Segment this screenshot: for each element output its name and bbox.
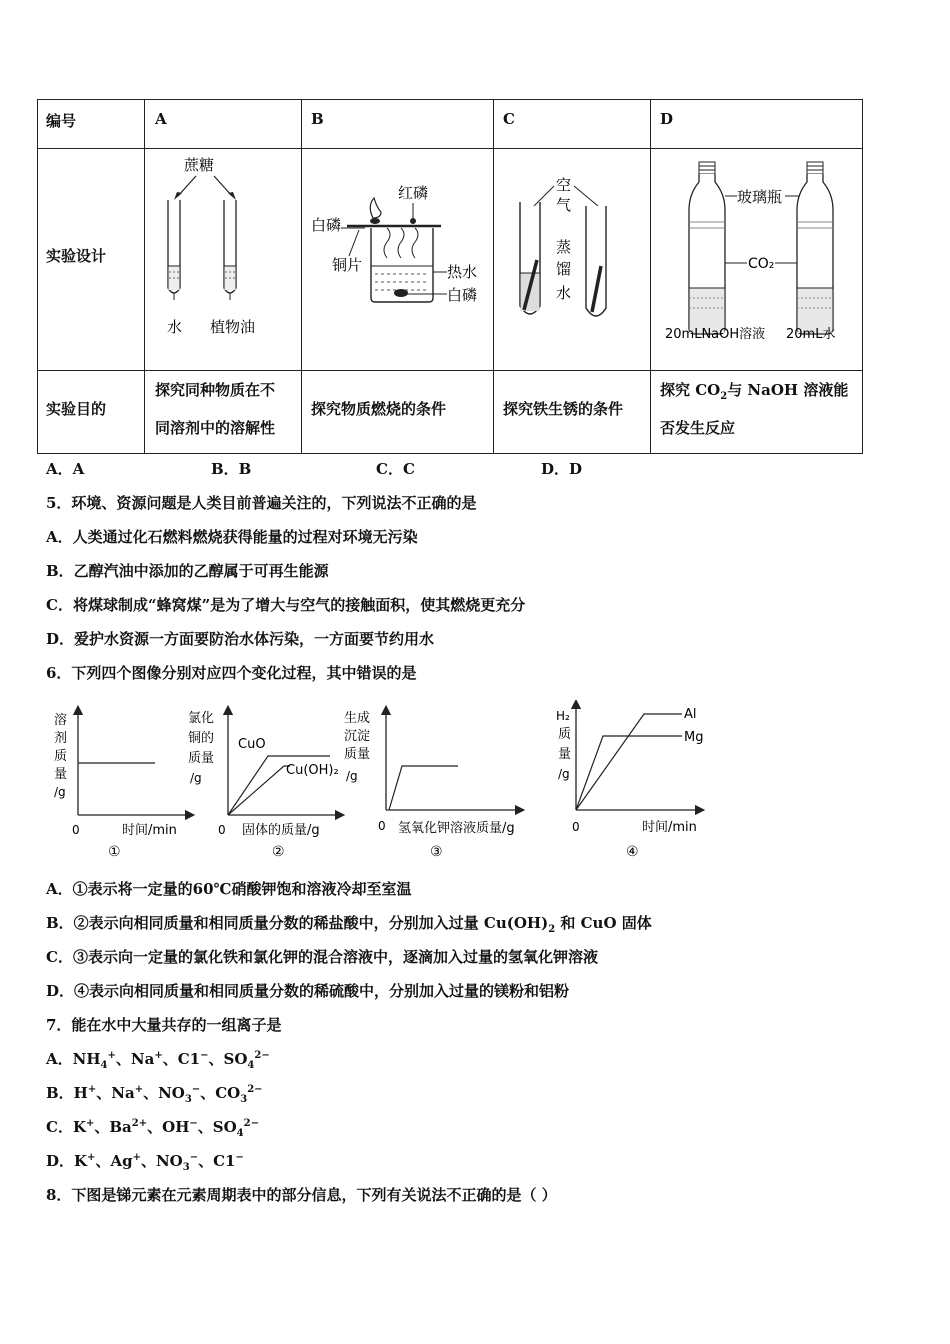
iron-nail — [592, 266, 601, 312]
goal-a-line2: 同溶剂中的溶解性 — [155, 419, 276, 437]
g3-xlabel: 氢氧化钾溶液质量/g — [398, 821, 515, 836]
q7-option-c[interactable]: C．K+、$Ba^{2+}$、OH−、$SO_4^{2-}$ — [46, 1118, 259, 1139]
label-distilled-1: 蒸 — [556, 238, 572, 256]
beaker — [371, 228, 433, 302]
g4-legend-mg: Mg — [684, 730, 704, 745]
g2-xlabel: 固体的质量/g — [242, 823, 320, 838]
goal-b: 探究物质燃烧的条件 — [311, 400, 447, 418]
g3-ylabel-1: 生成 — [344, 711, 371, 726]
q6-option-a[interactable]: A．①表示将一定量的60℃硝酸钾饱和溶液冷却至室温 — [46, 880, 412, 898]
g2-legend-cuo: CuO — [238, 737, 266, 752]
g1-ylabel-4: 量 — [54, 767, 68, 782]
figure-d-bottles — [651, 148, 863, 368]
q7-stem: 7．能在水中大量共存的一组离子是 — [46, 1016, 282, 1034]
g2-series-cuoh2 — [228, 766, 290, 815]
g3-ylabel-3: 质量 — [344, 747, 371, 762]
row-goal-label: 实验目的 — [46, 400, 107, 418]
label-co2: CO₂ — [748, 256, 775, 272]
label-vegetable-oil: 植物油 — [210, 318, 256, 336]
g1-ylabel-3: 质 — [54, 749, 68, 764]
g1-ylabel-1: 溶 — [54, 713, 68, 728]
g4-ylabel-1: H₂ — [556, 709, 570, 723]
q7-option-b[interactable]: B．H+、Na+、$NO_3^-$、$CO_3^{2-}$ — [46, 1084, 263, 1105]
label-distilled-2: 馏 — [556, 260, 572, 278]
q8-stem: 8．下图是锑元素在元素周期表中的部分信息，下列有关说法不正确的是（ ） — [46, 1186, 557, 1204]
goal-d-line1: 探究 $CO_2$与 NaOH 溶液能 — [660, 381, 849, 402]
g4-series-al — [576, 714, 682, 810]
g2-legend-cuoh2: Cu(OH)₂ — [286, 763, 339, 778]
label-air-1: 空 — [556, 176, 572, 194]
flame-icon — [370, 198, 381, 218]
g2-ylabel-3: 质量 — [188, 751, 215, 766]
q4-option-c[interactable]: C．C — [376, 460, 415, 478]
goal-c: 探究铁生锈的条件 — [503, 400, 624, 418]
label-air-2: 气 — [556, 196, 572, 214]
label-glass-bottle: 玻璃瓶 — [737, 188, 783, 206]
glass-bottle-left — [689, 162, 725, 334]
g4-xlabel: 时间/min — [642, 820, 697, 835]
q5-stem: 5．环境、资源问题是人类目前普遍关注的，下列说法不正确的是 — [46, 494, 477, 512]
label-white-phosphorus-bottom: 白磷 — [447, 286, 478, 304]
q4-option-a[interactable]: A．A — [46, 460, 85, 478]
glass-bottle-right — [797, 162, 833, 334]
header-id: 编号 — [46, 112, 77, 130]
graph-2 — [188, 710, 340, 860]
g4-number: ④ — [626, 844, 639, 860]
label-red-phosphorus: 红磷 — [398, 184, 429, 202]
label-water: 水 — [167, 318, 183, 336]
label-hot-water: 热水 — [447, 263, 478, 281]
figure-b-combustion — [301, 148, 493, 368]
g3-ylabel-4: /g — [346, 769, 358, 783]
g4-origin: 0 — [572, 820, 580, 834]
header-d: D — [660, 110, 674, 128]
label-naoh-solution: 20mLNaOH溶液 — [665, 327, 766, 342]
q7-option-a[interactable]: A．$NH_4^+$、Na+、C1−、$SO_4^{2-}$ — [46, 1050, 270, 1071]
header-c: C — [503, 110, 515, 128]
label-copper-plate: 铜片 — [332, 256, 363, 274]
g4-ylabel-3: 量 — [558, 747, 572, 762]
g4-legend-al: Al — [684, 707, 697, 722]
test-tube-air-water — [520, 202, 540, 314]
label-water-20ml: 20mL水 — [786, 327, 836, 342]
g1-xlabel: 时间/min — [122, 823, 177, 838]
header-a: A — [155, 110, 167, 128]
g1-origin: 0 — [72, 823, 80, 837]
test-tube-distilled-water — [586, 206, 606, 316]
q7-option-d[interactable]: D．K+、Ag+、$NO_3^-$、C1− — [46, 1152, 244, 1173]
figure-a-solubility — [144, 148, 300, 368]
table-divider — [38, 370, 862, 371]
graph-1 — [54, 710, 190, 860]
label-distilled-3: 水 — [556, 284, 572, 302]
goal-a-line1: 探究同种物质在不 — [155, 381, 276, 399]
goal-d-line2: 否发生反应 — [660, 419, 736, 437]
q4-option-d[interactable]: D．D — [541, 460, 583, 478]
g1-ylabel-2: 剂 — [54, 731, 68, 746]
g4-ylabel-2: 质 — [558, 727, 572, 742]
g3-ylabel-2: 沉淀 — [344, 729, 371, 744]
g2-ylabel-1: 氯化 — [188, 711, 215, 726]
g4-series-mg — [576, 736, 682, 810]
g3-series-line — [389, 766, 458, 810]
q6-graphs — [40, 700, 730, 865]
g1-number: ① — [108, 844, 121, 860]
q4-option-b[interactable]: B．B — [211, 460, 252, 478]
g3-origin: 0 — [378, 819, 386, 833]
g4-ylabel-4: /g — [558, 767, 570, 781]
g3-number: ③ — [430, 844, 443, 860]
test-tube-water — [168, 200, 180, 300]
g2-number: ② — [272, 844, 285, 860]
label-white-phosphorus-top: 白磷 — [311, 216, 342, 234]
g1-ylabel-5: /g — [54, 785, 66, 799]
row-design-label: 实验设计 — [46, 247, 107, 265]
q6-option-b[interactable]: B．②表示向相同质量和相同质量分数的稀盐酸中，分别加入过量 $Cu(OH)_2$ 和 CuO 固体 — [46, 914, 652, 935]
q5-option-b[interactable]: B．乙醇汽油中添加的乙醇属于可再生能源 — [46, 562, 329, 580]
label-sucrose: 蔗糖 — [184, 156, 215, 174]
q6-option-d[interactable]: D．④表示向相同质量和相同质量分数的稀硫酸中，分别加入过量的镁粉和铝粉 — [46, 982, 570, 1000]
q5-option-a[interactable]: A．人类通过化石燃料燃烧获得能量的过程对环境无污染 — [46, 528, 418, 546]
q6-option-c[interactable]: C．③表示向一定量的氯化铁和氯化钾的混合溶液中，逐滴加入过量的氢氧化钾溶液 — [46, 948, 598, 966]
test-tube-oil — [224, 200, 236, 300]
figure-c-rusting — [494, 148, 650, 368]
g2-ylabel-4: /g — [190, 771, 202, 785]
q5-option-c[interactable]: C．将煤球制成“蜂窝煤”是为了增大与空气的接触面积，使其燃烧更充分 — [46, 596, 526, 614]
q5-option-d[interactable]: D．爱护水资源一方面要防治水体污染，一方面要节约用水 — [46, 630, 435, 648]
header-b: B — [311, 110, 324, 128]
g2-origin: 0 — [218, 823, 226, 837]
graph-4 — [556, 704, 703, 860]
g2-ylabel-2: 铜的 — [188, 731, 215, 746]
graph-3 — [344, 710, 520, 860]
q6-stem: 6．下列四个图像分别对应四个变化过程，其中错误的是 — [46, 664, 417, 682]
